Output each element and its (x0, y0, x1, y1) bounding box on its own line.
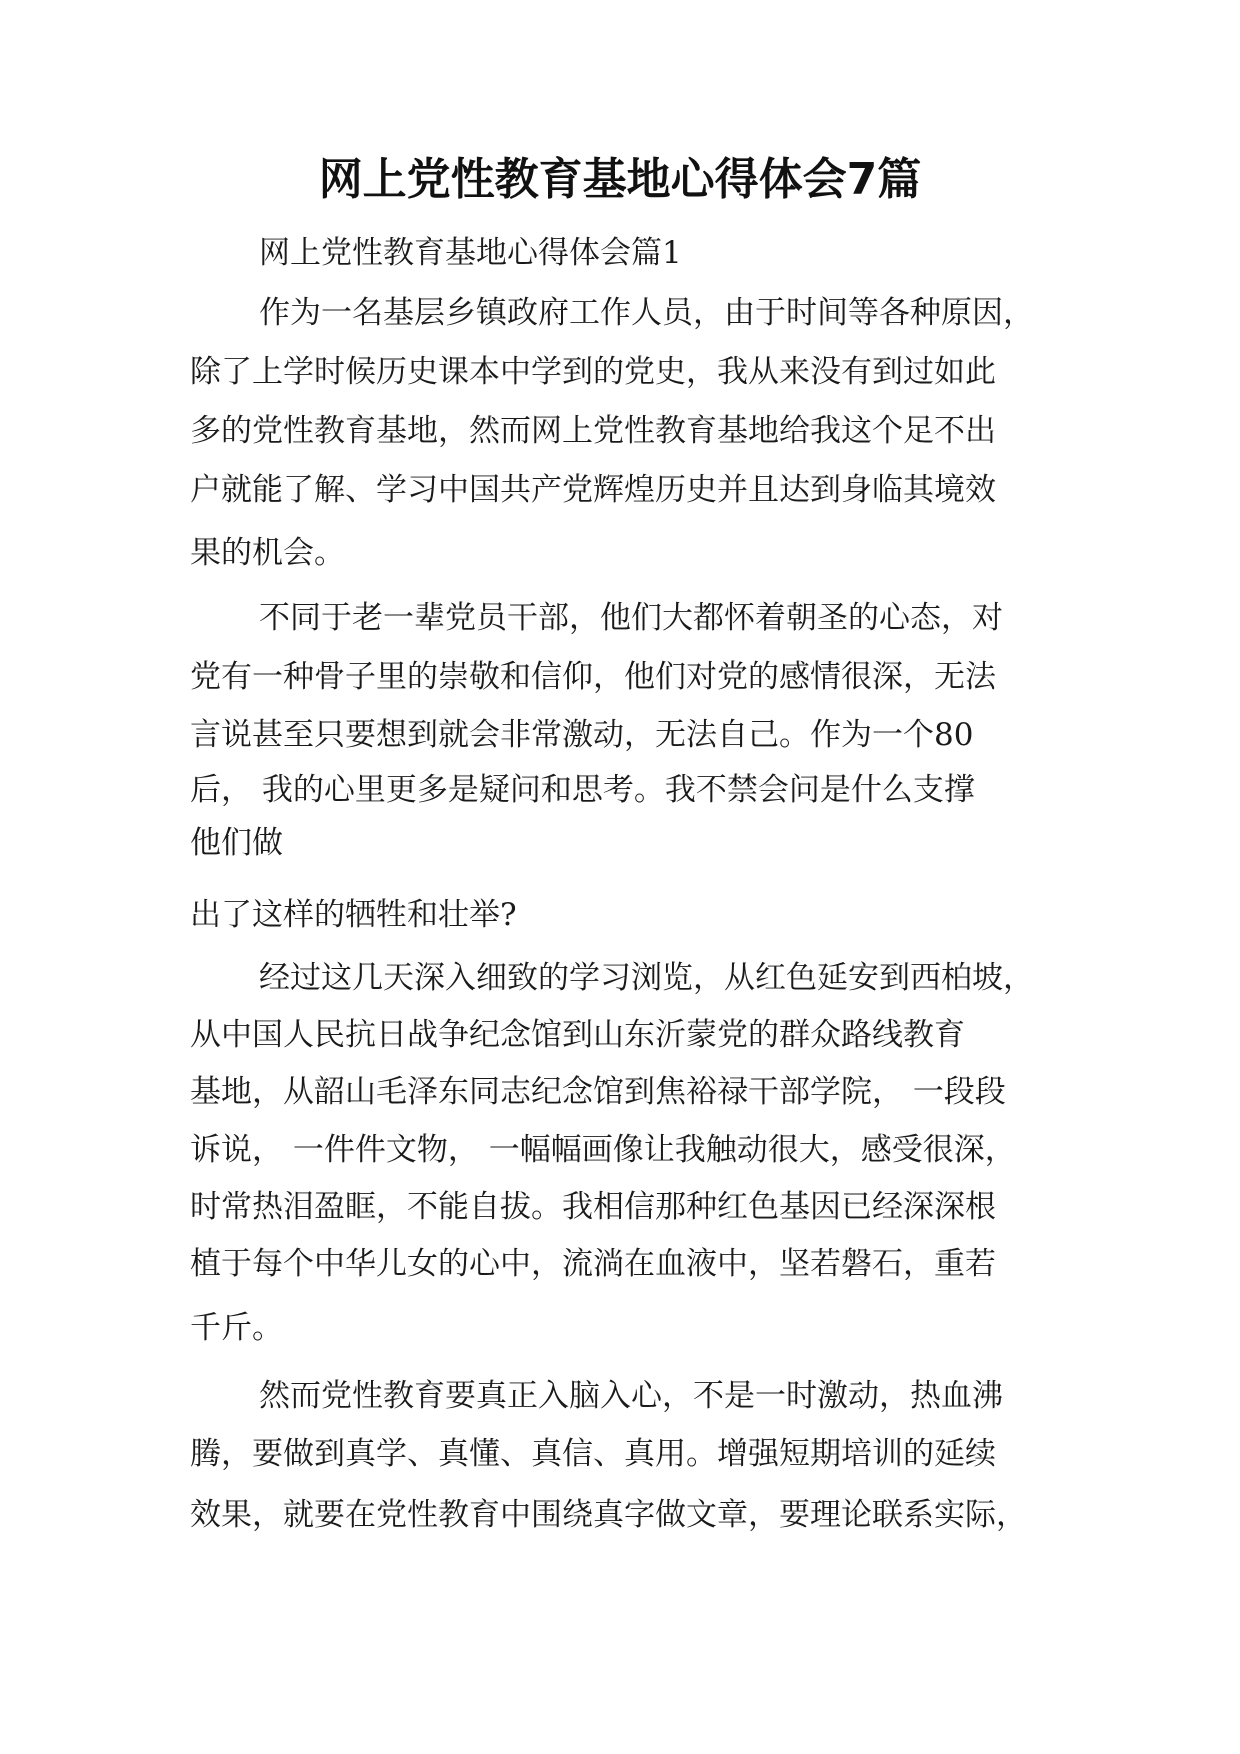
body-line: 效果，就要在党性教育中围绕真字做文章，要理论联系实际， (190, 1497, 1027, 1533)
body-line: 多的党性教育基地，然而网上党性教育基地给我这个足不出 (190, 413, 996, 449)
body-line: 诉说， 一件件文物， 一幅幅画像让我触动很大，感受很深， (190, 1132, 1016, 1168)
body-line: 从中国人民抗日战争纪念馆到山东沂蒙党的群众路线教育 (190, 1017, 965, 1053)
body-line: 出了这样的牺牲和壮举? (190, 897, 517, 933)
body-line: 植于每个中华儿女的心中，流淌在血液中，坚若磐石，重若 (190, 1246, 996, 1282)
document-title: 网上党性教育基地心得体会7篇 (318, 154, 922, 205)
body-line: 后， 我的心里更多是疑问和思考。我不禁会问是什么支撑 (190, 772, 975, 808)
body-line: 然而党性教育要真正入脑入心，不是一时激动，热血沸 (259, 1378, 1003, 1414)
body-line: 作为一名基层乡镇政府工作人员，由于时间等各种原因， (259, 295, 1034, 331)
body-line: 言说甚至只要想到就会非常激动，无法自己。作为一个80 (190, 717, 974, 753)
body-line: 腾，要做到真学、真懂、真信、真用。增强短期培训的延续 (190, 1436, 996, 1472)
body-line: 户就能了解、学习中国共产党辉煌历史并且达到身临其境效 (190, 472, 996, 508)
body-line: 基地，从韶山毛泽东同志纪念馆到焦裕禄干部学院， 一段段 (190, 1074, 1006, 1110)
body-line: 不同于老一辈党员干部，他们大都怀着朝圣的心态，对 (259, 600, 1003, 636)
body-line: 党有一种骨子里的崇敬和信仰，他们对党的感情很深，无法 (190, 659, 996, 695)
body-line: 他们做 (190, 825, 283, 861)
body-line: 经过这几天深入细致的学习浏览，从红色延安到西柏坡， (259, 960, 1034, 996)
body-line: 除了上学时候历史课本中学到的党史，我从来没有到过如此 (190, 354, 996, 390)
body-line: 千斤。 (190, 1310, 283, 1346)
body-line: 果的机会。 (190, 535, 345, 571)
section-heading: 网上党性教育基地心得体会篇1 (259, 235, 682, 271)
body-line: 时常热泪盈眶，不能自拔。我相信那种红色基因已经深深根 (190, 1189, 996, 1225)
